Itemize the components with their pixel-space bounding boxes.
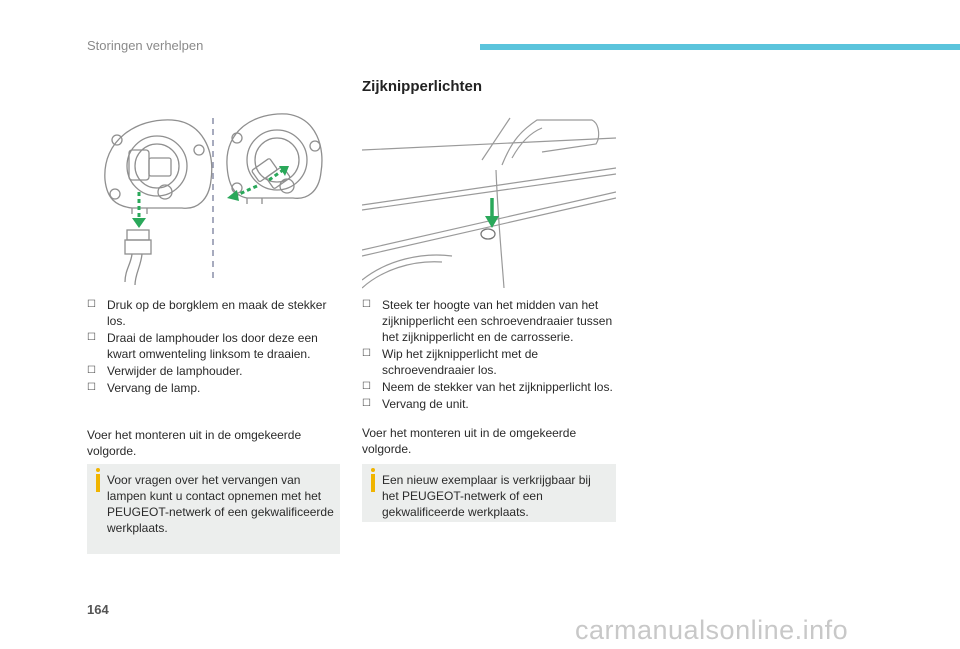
- list-item: [362, 379, 618, 395]
- list-item: [87, 330, 337, 362]
- left-info-note: [87, 464, 340, 554]
- arrow-bullet-icon: ☐: [362, 348, 371, 359]
- info-icon-bar: [371, 474, 375, 492]
- arrow-bullet-icon: ☐: [362, 398, 371, 409]
- info-icon: [371, 468, 375, 472]
- step-text: Neem de stekker van het zijknipperlicht los.: [382, 380, 613, 394]
- page-number: 164: [87, 602, 109, 617]
- list-item: [87, 363, 337, 379]
- note-text: Voor vragen over het vervangen van lampen kunt u contact opnemen met het PEUGEOT-netwerk of een gekwalificeerde werkplaats.: [107, 473, 334, 535]
- arrow-bullet-icon: ☐: [87, 332, 96, 343]
- arrow-bullet-icon: ☐: [87, 299, 96, 310]
- list-item: [87, 380, 337, 396]
- step-text: Vervang de unit.: [382, 397, 469, 411]
- arrow-bullet-icon: ☐: [87, 365, 96, 376]
- side-indicator-figure: [362, 110, 616, 290]
- arrow-bullet-icon: ☐: [362, 299, 371, 310]
- arrow-bullet-icon: ☐: [362, 381, 371, 392]
- step-text: Druk op de borgklem en maak de stekker los.: [107, 298, 327, 328]
- step-text: Vervang de lamp.: [107, 381, 201, 395]
- arrow-bullet-icon: ☐: [87, 382, 96, 393]
- list-item: [87, 297, 337, 329]
- lamp-holder-figure: [87, 110, 340, 290]
- left-paragraph: Voer het monteren uit in de omgekeerde volgorde.: [87, 428, 302, 458]
- right-paragraph: Voer het monteren uit in de omgekeerde volgorde.: [362, 426, 577, 456]
- left-step-list: [87, 297, 337, 397]
- list-item: [362, 396, 618, 412]
- accent-bar: [480, 44, 960, 50]
- info-icon-bar: [96, 474, 100, 492]
- info-icon: [96, 468, 100, 472]
- step-text: Verwijder de lamphouder.: [107, 364, 243, 378]
- step-text: Wip het zijknipperlicht met de schroevendraaier los.: [382, 347, 539, 377]
- list-item: [362, 297, 618, 345]
- right-info-note: [362, 464, 616, 522]
- step-text: Steek ter hoogte van het midden van het zijknipperlicht een schroevendraaier tussen het zijknipperlicht en de carrosserie.: [382, 298, 613, 344]
- right-step-list: [362, 297, 618, 413]
- note-text: Een nieuw exemplaar is verkrijgbaar bij het PEUGEOT-netwerk of een gekwalificeerde werkplaats.: [382, 473, 591, 519]
- watermark: carmanualsonline.info: [575, 615, 849, 645]
- step-text: Draai de lamphouder los door deze een kwart omwenteling linksom te draaien.: [107, 331, 318, 361]
- list-item: [362, 346, 618, 378]
- section-header: Storingen verhelpen: [87, 38, 204, 53]
- section-title: Zijknipperlichten: [362, 78, 483, 95]
